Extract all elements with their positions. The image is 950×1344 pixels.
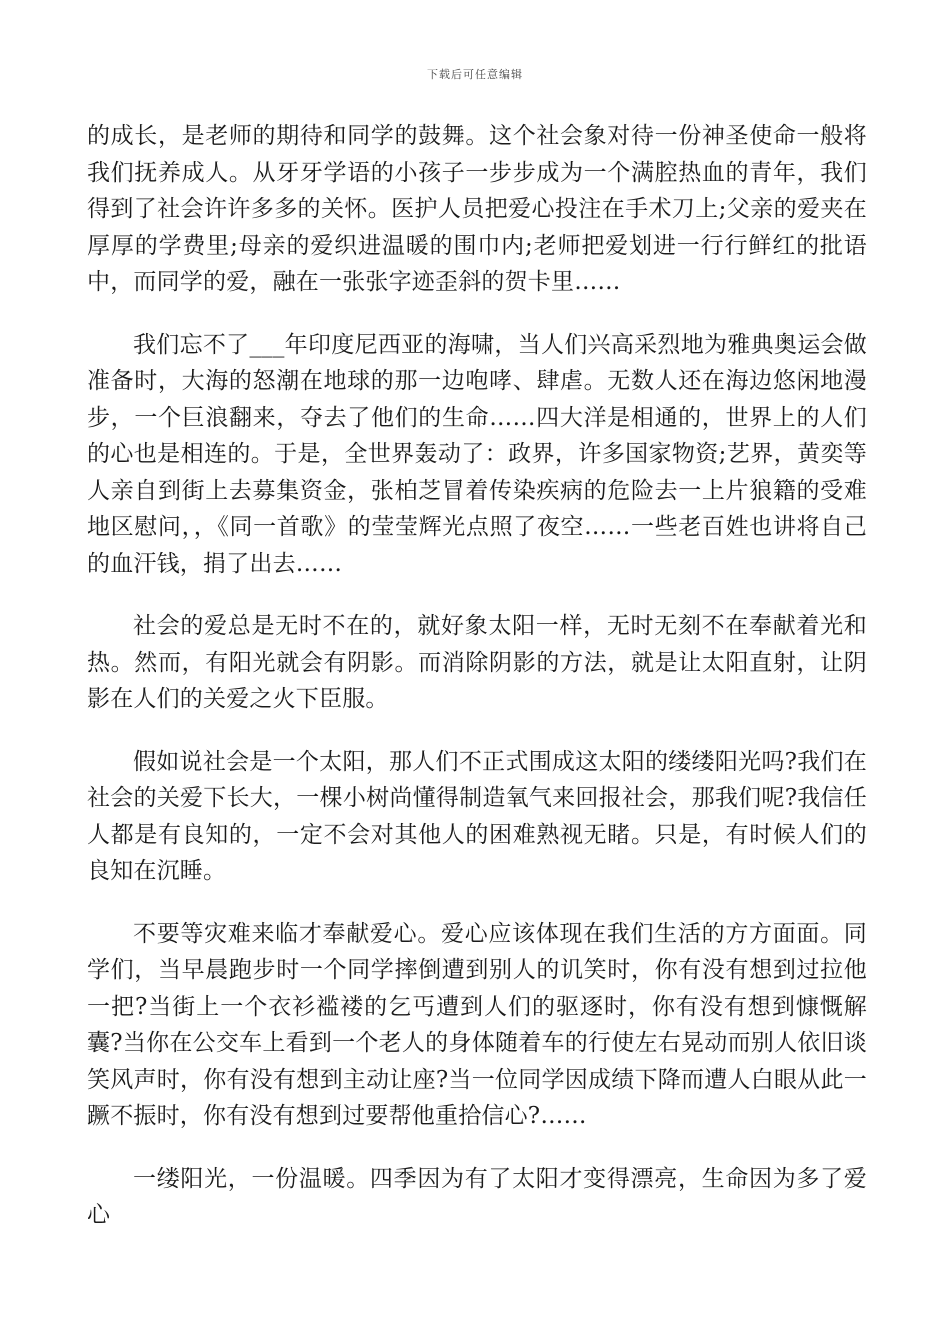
paragraph-2: 我们忘不了___年印度尼西亚的海啸，当人们兴高采烈地为雅典奥运会做准备时，大海的怒潮在地球的那一边咆哮、肆虐。无数人还在海边悠闲地漫步，一个巨浪翻来，夺去了他们的生命……四大洋是相通的，世界上的人们的心也是相连的。于是，全世界轰动了：政界，许多国家物资;艺界，黄奕等人亲自到街上去募集资金，张柏芝冒着传染疾病的危险去一上片狼籍的受难地区慰问，，《同一首歌》的莹莹辉光点照了夜空……一些老百姓也讲将自己的血汗钱，捐了出去…… [87,331,867,577]
paragraph-4: 假如说社会是一个太阳，那人们不正式围成这太阳的缕缕阳光吗?我们在社会的关爱下长大，一棵小树尚懂得制造氧气来回报社会，那我们呢?我信任人都是有良知的，一定不会对其他人的困难熟视无睹。只是，有时候人们的良知在沉睡。 [87,748,867,884]
paragraph-3: 社会的爱总是无时不在的，就好象太阳一样，无时无刻不在奉献着光和热。然而，有阳光就会有阴影。而消除阴影的方法，就是让太阳直射，让阴影在人们的关爱之火下臣服。 [87,613,867,712]
document-body [87,118,867,1234]
paragraph-5: 不要等灾难来临才奉献爱心。爱心应该体现在我们生活的方方面面。同学们，当早晨跑步时一个同学摔倒遭到别人的讥笑时，你有没有想到过拉他一把?当街上一个衣衫褴褛的乞丐遭到人们的驱逐时，你有没有想到慷慨解囊?当你在公交车上看到一个老人的身体随着车的行使左右晃动而别人依旧谈笑风声时，你有没有想到主动让座?当一位同学因成绩下降而遭人白眼从此一蹶不振时，你有没有想到过要帮他重拾信心?…… [87,920,867,1129]
paragraph-1: 的成长，是老师的期待和同学的鼓舞。这个社会象对待一份神圣使命一般将我们抚养成人。从牙牙学语的小孩子一步步成为一个满腔热血的青年，我们得到了社会许许多多的关怀。医护人员把爱心投注在手术刀上;父亲的爱夹在厚厚的学费里;母亲的爱织进温暖的围巾内;老师把爱划进一行行鲜红的批语中，而同学的爱，融在一张张字迹歪斜的贺卡里…… [87,123,867,295]
page-header: 下载后可任意编辑 [427,68,523,81]
paragraph-6: 一缕阳光，一份温暖。四季因为有了太阳才变得漂亮，生命因为多了爱心 [87,1165,867,1228]
